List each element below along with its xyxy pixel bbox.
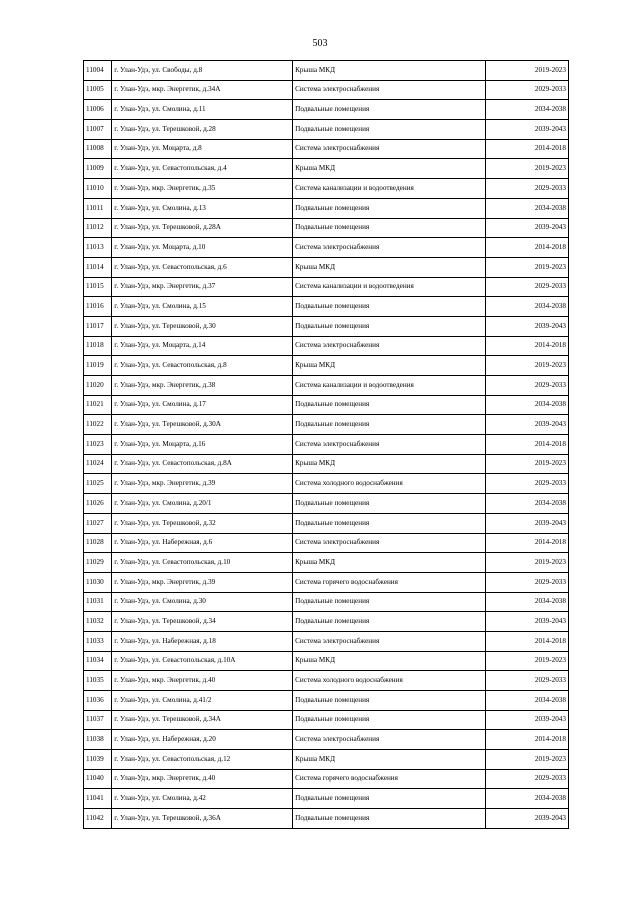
repair-period-cell: 2014-2018 (486, 139, 569, 159)
address-cell: г. Улан-Удэ, мкр. Энергетик, д.39 (112, 572, 293, 592)
table-row (84, 730, 569, 750)
row-number: 11005 (84, 80, 112, 100)
row-number: 11029 (84, 553, 112, 573)
row-number: 11016 (84, 297, 112, 317)
structural-element-cell: Подвальные помещения (293, 297, 486, 317)
address-cell: г. Улан-Удэ, ул. Севастопольская, д.8 (112, 356, 293, 376)
table-row (84, 631, 569, 651)
address-cell: г. Улан-Удэ, ул. Севастопольская, д.6 (112, 257, 293, 277)
repair-period-cell: 2029-2033 (486, 474, 569, 494)
repair-period-cell: 2029-2033 (486, 671, 569, 691)
row-number: 11033 (84, 631, 112, 651)
structural-element-cell: Система электроснабжения (293, 238, 486, 258)
address-cell: г. Улан-Удэ, ул. Смолина, д.42 (112, 789, 293, 809)
table-row (84, 100, 569, 120)
structural-element-cell: Система электроснабжения (293, 730, 486, 750)
row-number: 11036 (84, 691, 112, 711)
address-cell: г. Улан-Удэ, ул. Терешковой, д.30А (112, 415, 293, 435)
repair-period-cell: 2039-2043 (486, 218, 569, 238)
row-number: 11041 (84, 789, 112, 809)
row-number: 11008 (84, 139, 112, 159)
repair-period-cell: 2034-2038 (486, 297, 569, 317)
structural-element-cell: Крыша МКД (293, 651, 486, 671)
table-row (84, 789, 569, 809)
table-row (84, 750, 569, 770)
address-cell: г. Улан-Удэ, ул. Смолина, д.13 (112, 198, 293, 218)
repair-period-cell: 2034-2038 (486, 198, 569, 218)
address-cell: г. Улан-Удэ, ул. Набережная, д.20 (112, 730, 293, 750)
structural-element-cell: Подвальные помещения (293, 100, 486, 120)
structural-element-cell: Система канализации и водоотведения (293, 277, 486, 297)
repair-period-cell: 2029-2033 (486, 769, 569, 789)
page-number: 503 (312, 38, 328, 49)
structural-element-cell: Крыша МКД (293, 257, 486, 277)
row-number: 11021 (84, 395, 112, 415)
repair-period-cell: 2014-2018 (486, 336, 569, 356)
repair-period-cell: 2039-2043 (486, 120, 569, 140)
row-number: 11009 (84, 159, 112, 179)
row-number: 11015 (84, 277, 112, 297)
row-number: 11038 (84, 730, 112, 750)
structural-element-cell: Подвальные помещения (293, 789, 486, 809)
repair-period-cell: 2019-2023 (486, 159, 569, 179)
row-number: 11034 (84, 651, 112, 671)
repair-period-cell: 2019-2023 (486, 356, 569, 376)
address-cell: г. Улан-Удэ, ул. Севастопольская, д.10 (112, 553, 293, 573)
repair-period-cell: 2019-2023 (486, 61, 569, 81)
structural-element-cell: Крыша МКД (293, 356, 486, 376)
structural-element-cell: Подвальные помещения (293, 809, 486, 829)
structural-element-cell: Система электроснабжения (293, 631, 486, 651)
row-number: 11019 (84, 356, 112, 376)
repair-period-cell: 2039-2043 (486, 612, 569, 632)
repair-period-cell: 2034-2038 (486, 789, 569, 809)
repair-period-cell: 2029-2033 (486, 80, 569, 100)
registry-table-body (84, 61, 569, 829)
table-row (84, 257, 569, 277)
structural-element-cell: Подвальные помещения (293, 592, 486, 612)
address-cell: г. Улан-Удэ, ул. Терешковой, д.32 (112, 513, 293, 533)
row-number: 11012 (84, 218, 112, 238)
repair-period-cell: 2014-2018 (486, 730, 569, 750)
row-number: 11031 (84, 592, 112, 612)
table-row (84, 415, 569, 435)
table-row (84, 474, 569, 494)
repair-period-cell: 2019-2023 (486, 651, 569, 671)
registry-table (83, 60, 569, 829)
structural-element-cell: Подвальные помещения (293, 218, 486, 238)
row-number: 11017 (84, 316, 112, 336)
address-cell: г. Улан-Удэ, ул. Севастопольская, д.12 (112, 750, 293, 770)
repair-period-cell: 2014-2018 (486, 533, 569, 553)
row-number: 11037 (84, 710, 112, 730)
table-row (84, 651, 569, 671)
table-row (84, 612, 569, 632)
address-cell: г. Улан-Удэ, мкр. Энергетик, д.40 (112, 671, 293, 691)
table-row (84, 809, 569, 829)
structural-element-cell: Подвальные помещения (293, 120, 486, 140)
repair-period-cell: 2014-2018 (486, 238, 569, 258)
table-row (84, 513, 569, 533)
table-row (84, 336, 569, 356)
address-cell: г. Улан-Удэ, ул. Набережная, д.6 (112, 533, 293, 553)
table-row (84, 435, 569, 455)
table-row (84, 710, 569, 730)
table-row (84, 218, 569, 238)
address-cell: г. Улан-Удэ, ул. Смолина, д.15 (112, 297, 293, 317)
table-row (84, 454, 569, 474)
address-cell: г. Улан-Удэ, мкр. Энергетик, д.40 (112, 769, 293, 789)
structural-element-cell: Система электроснабжения (293, 139, 486, 159)
structural-element-cell: Система электроснабжения (293, 336, 486, 356)
repair-period-cell: 2014-2018 (486, 435, 569, 455)
address-cell: г. Улан-Удэ, мкр. Энергетик, д.37 (112, 277, 293, 297)
table-row (84, 494, 569, 514)
table-row (84, 592, 569, 612)
structural-element-cell: Подвальные помещения (293, 513, 486, 533)
address-cell: г. Улан-Удэ, ул. Терешковой, д.30 (112, 316, 293, 336)
row-number: 11024 (84, 454, 112, 474)
structural-element-cell: Крыша МКД (293, 750, 486, 770)
table-row (84, 297, 569, 317)
repair-period-cell: 2039-2043 (486, 415, 569, 435)
structural-element-cell: Подвальные помещения (293, 710, 486, 730)
row-number: 11006 (84, 100, 112, 120)
row-number: 11027 (84, 513, 112, 533)
row-number: 11018 (84, 336, 112, 356)
row-number: 11028 (84, 533, 112, 553)
repair-period-cell: 2014-2018 (486, 631, 569, 651)
structural-element-cell: Система электроснабжения (293, 533, 486, 553)
row-number: 11010 (84, 179, 112, 199)
repair-period-cell: 2034-2038 (486, 395, 569, 415)
structural-element-cell: Подвальные помещения (293, 691, 486, 711)
address-cell: г. Улан-Удэ, мкр. Энергетик, д.39 (112, 474, 293, 494)
structural-element-cell: Система канализации и водоотведения (293, 376, 486, 396)
table-row (84, 159, 569, 179)
repair-period-cell: 2029-2033 (486, 376, 569, 396)
structural-element-cell: Система горячего водоснабжения (293, 769, 486, 789)
address-cell: г. Улан-Удэ, ул. Севастопольская, д.8А (112, 454, 293, 474)
address-cell: г. Улан-Удэ, ул. Моцарта, д.16 (112, 435, 293, 455)
address-cell: г. Улан-Удэ, ул. Смолина, д.17 (112, 395, 293, 415)
table-row (84, 356, 569, 376)
repair-period-cell: 2019-2023 (486, 553, 569, 573)
row-number: 11022 (84, 415, 112, 435)
address-cell: г. Улан-Удэ, ул. Смолина, д.20/1 (112, 494, 293, 514)
repair-period-cell: 2034-2038 (486, 691, 569, 711)
structural-element-cell: Система электроснабжения (293, 80, 486, 100)
repair-period-cell: 2034-2038 (486, 100, 569, 120)
structural-element-cell: Подвальные помещения (293, 415, 486, 435)
repair-period-cell: 2029-2033 (486, 277, 569, 297)
structural-element-cell: Крыша МКД (293, 61, 486, 81)
structural-element-cell: Система горячего водоснабжения (293, 572, 486, 592)
table-row (84, 533, 569, 553)
structural-element-cell: Подвальные помещения (293, 395, 486, 415)
row-number: 11042 (84, 809, 112, 829)
table-row (84, 238, 569, 258)
table-row (84, 277, 569, 297)
address-cell: г. Улан-Удэ, ул. Смолина, д.41/2 (112, 691, 293, 711)
repair-period-cell: 2029-2033 (486, 179, 569, 199)
row-number: 11023 (84, 435, 112, 455)
structural-element-cell: Крыша МКД (293, 454, 486, 474)
table-row (84, 572, 569, 592)
structural-element-cell: Система канализации и водоотведения (293, 179, 486, 199)
structural-element-cell: Система холодного водоснабжения (293, 474, 486, 494)
repair-period-cell: 2019-2023 (486, 257, 569, 277)
row-number: 11011 (84, 198, 112, 218)
structural-element-cell: Система электроснабжения (293, 435, 486, 455)
row-number: 11004 (84, 61, 112, 81)
table-row (84, 316, 569, 336)
table-row (84, 61, 569, 81)
repair-period-cell: 2039-2043 (486, 710, 569, 730)
row-number: 11013 (84, 238, 112, 258)
address-cell: г. Улан-Удэ, ул. Смолина, д.11 (112, 100, 293, 120)
address-cell: г. Улан-Удэ, мкр. Энергетик, д.38 (112, 376, 293, 396)
repair-period-cell: 2039-2043 (486, 513, 569, 533)
structural-element-cell: Подвальные помещения (293, 316, 486, 336)
table-row (84, 671, 569, 691)
table-row (84, 179, 569, 199)
row-number: 11014 (84, 257, 112, 277)
table-row (84, 395, 569, 415)
table-row (84, 376, 569, 396)
address-cell: г. Улан-Удэ, ул. Терешковой, д.28 (112, 120, 293, 140)
structural-element-cell: Крыша МКД (293, 159, 486, 179)
structural-element-cell: Система холодного водоснабжения (293, 671, 486, 691)
address-cell: г. Улан-Удэ, ул. Терешковой, д.34 (112, 612, 293, 632)
repair-period-cell: 2029-2033 (486, 572, 569, 592)
row-number: 11026 (84, 494, 112, 514)
table-row (84, 691, 569, 711)
table-row (84, 769, 569, 789)
repair-period-cell: 2019-2023 (486, 750, 569, 770)
address-cell: г. Улан-Удэ, ул. Свободы, д.8 (112, 61, 293, 81)
structural-element-cell: Подвальные помещения (293, 612, 486, 632)
structural-element-cell: Крыша МКД (293, 553, 486, 573)
table-row (84, 553, 569, 573)
row-number: 11007 (84, 120, 112, 140)
row-number: 11040 (84, 769, 112, 789)
table-row (84, 120, 569, 140)
row-number: 11032 (84, 612, 112, 632)
address-cell: г. Улан-Удэ, мкр. Энергетик, д.34А (112, 80, 293, 100)
address-cell: г. Улан-Удэ, ул. Моцарта, д.14 (112, 336, 293, 356)
address-cell: г. Улан-Удэ, ул. Терешковой, д.28А (112, 218, 293, 238)
table-row (84, 198, 569, 218)
table-row (84, 80, 569, 100)
row-number: 11030 (84, 572, 112, 592)
address-cell: г. Улан-Удэ, ул. Набережная, д.18 (112, 631, 293, 651)
row-number: 11025 (84, 474, 112, 494)
row-number: 11035 (84, 671, 112, 691)
address-cell: г. Улан-Удэ, ул. Севастопольская, д.10А (112, 651, 293, 671)
row-number: 11020 (84, 376, 112, 396)
structural-element-cell: Подвальные помещения (293, 494, 486, 514)
repair-period-cell: 2039-2043 (486, 316, 569, 336)
address-cell: г. Улан-Удэ, ул. Смолина, д.30 (112, 592, 293, 612)
address-cell: г. Улан-Удэ, мкр. Энергетик, д.35 (112, 179, 293, 199)
address-cell: г. Улан-Удэ, ул. Терешковой, д.36А (112, 809, 293, 829)
repair-period-cell: 2034-2038 (486, 494, 569, 514)
address-cell: г. Улан-Удэ, ул. Моцарта, д.8 (112, 139, 293, 159)
table-row (84, 139, 569, 159)
address-cell: г. Улан-Удэ, ул. Моцарта, д.10 (112, 238, 293, 258)
repair-period-cell: 2034-2038 (486, 592, 569, 612)
repair-period-cell: 2039-2043 (486, 809, 569, 829)
address-cell: г. Улан-Удэ, ул. Терешковой, д.34А (112, 710, 293, 730)
row-number: 11039 (84, 750, 112, 770)
structural-element-cell: Подвальные помещения (293, 198, 486, 218)
repair-period-cell: 2019-2023 (486, 454, 569, 474)
address-cell: г. Улан-Удэ, ул. Севастопольская, д.4 (112, 159, 293, 179)
